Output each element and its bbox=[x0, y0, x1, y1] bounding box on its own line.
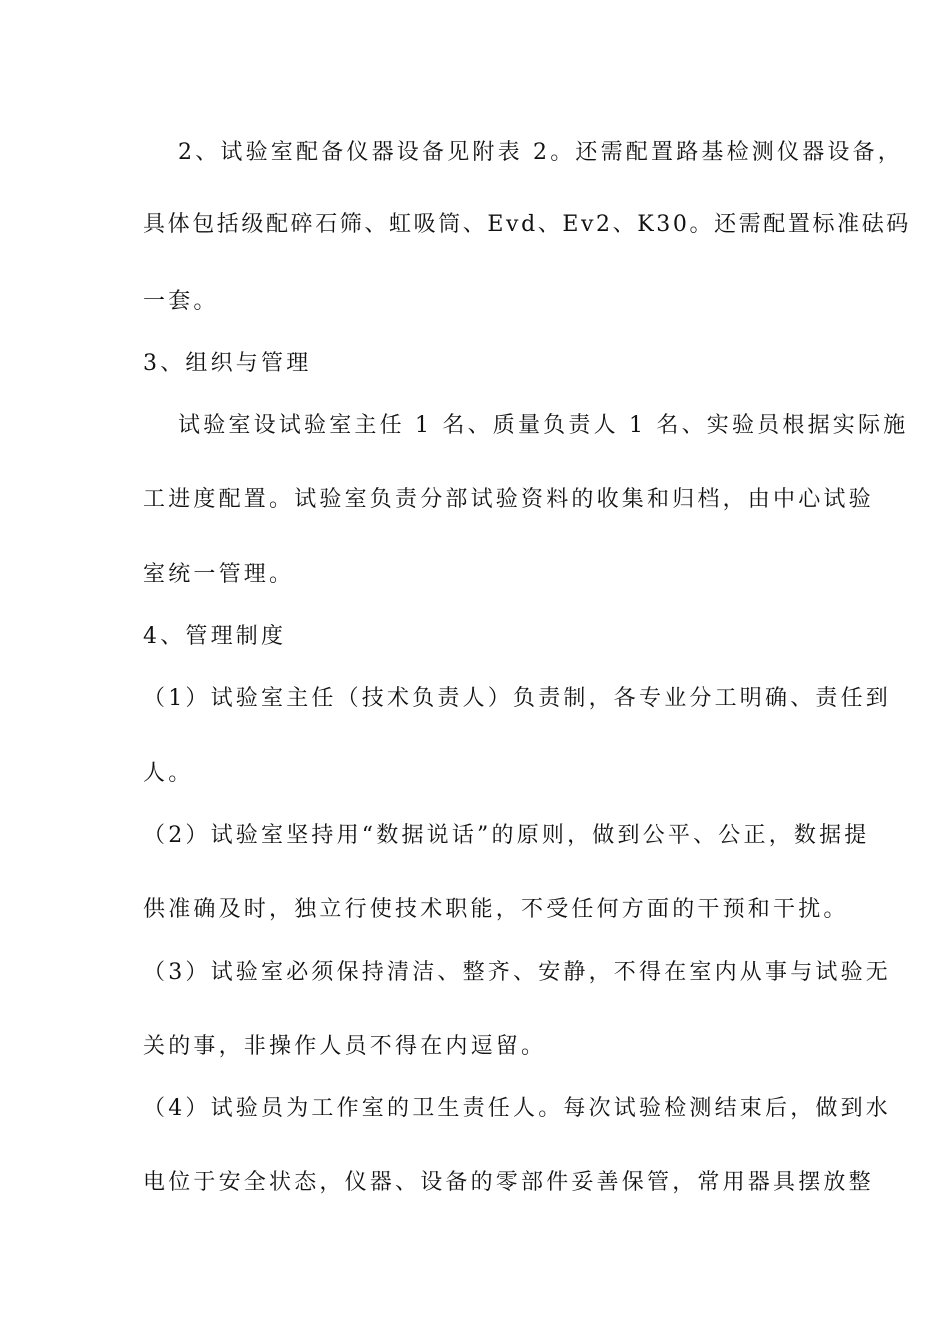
paragraph-2-line-1: 2、试验室配备仪器设备见附表 2。还需配置路基检测仪器设备， bbox=[178, 140, 903, 165]
paragraph-3-line-1: 试验室设试验室主任 1 名、质量负责人 1 名、实验员根据实际施 bbox=[178, 413, 909, 438]
rule-3-line-2: 关的事，非操作人员不得在内逗留。 bbox=[143, 1034, 547, 1059]
rule-3-line-1: （3）试验室必须保持清洁、整齐、安静，不得在室内从事与试验无 bbox=[143, 960, 891, 985]
section-heading-management-rules: 4、管理制度 bbox=[143, 624, 287, 649]
rule-4-line-2: 电位于安全状态，仪器、设备的零部件妥善保管，常用器具摆放整 bbox=[143, 1170, 874, 1195]
section-heading-organization: 3、组织与管理 bbox=[143, 351, 312, 376]
paragraph-2-line-2: 具体包括级配碎石筛、虹吸筒、Evd、Ev2、K30。还需配置标准砝码 bbox=[143, 212, 911, 237]
paragraph-3-line-2: 工进度配置。试验室负责分部试验资料的收集和归档，由中心试验 bbox=[143, 487, 874, 512]
rule-4-line-1: （4）试验员为工作室的卫生责任人。每次试验检测结束后，做到水 bbox=[143, 1096, 891, 1121]
rule-2-line-2: 供准确及时，独立行使技术职能，不受任何方面的干预和干扰。 bbox=[143, 897, 849, 922]
rule-2-line-1: （2）试验室坚持用“数据说话”的原则，做到公平、公正，数据提 bbox=[143, 823, 870, 848]
rule-1-line-2: 人。 bbox=[143, 761, 194, 786]
paragraph-2-line-3: 一套。 bbox=[143, 289, 219, 314]
paragraph-3-line-3: 室统一管理。 bbox=[143, 562, 295, 587]
rule-1-line-1: （1）试验室主任（技术负责人）负责制，各专业分工明确、责任到 bbox=[143, 686, 891, 711]
